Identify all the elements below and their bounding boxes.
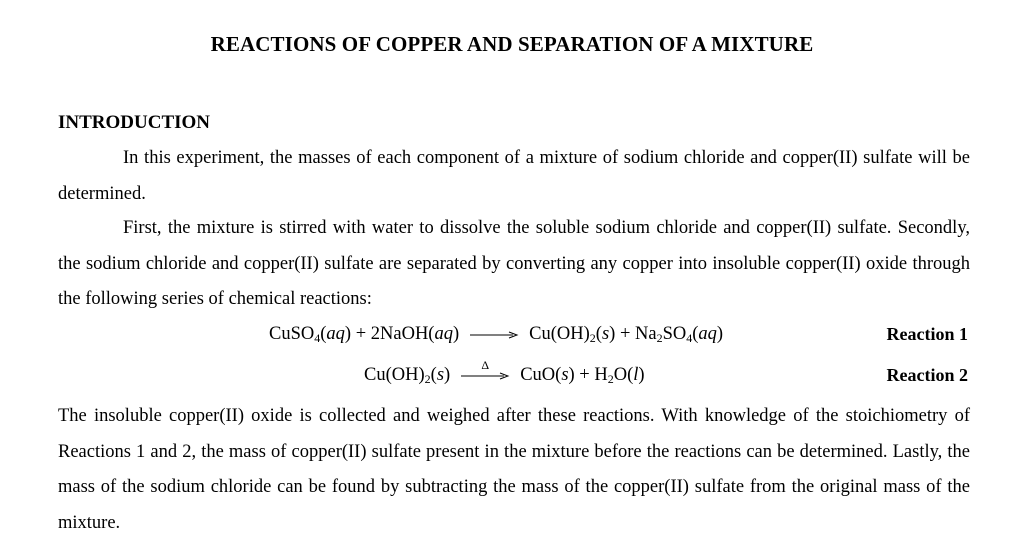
reaction-2-equation bbox=[364, 357, 645, 386]
reaction-2-reactants: $Cu(OH)_2(s)$ bbox=[364, 365, 451, 386]
paragraph-2: First, the mixture is stirred with water to dissolve the soluble sodium chloride and copper(II) sulfate. Secondly, the sodium chloride and copper(II) sulfate are separated by converting any copper into insoluble copper(II) oxide through the following series of chemical reactions: bbox=[58, 218, 970, 309]
reaction-1-products: $Cu(OH)_2(s) + Na_2SO_4(aq)$ bbox=[529, 324, 724, 345]
reaction-arrow bbox=[469, 330, 519, 340]
reaction-2-products: $CuO(s) + H_2O(l)$ bbox=[520, 365, 645, 386]
paragraph-3: The insoluble copper(II) oxide is collected and weighed after these reactions. With knowledge of the stoichiometry of Reactions 1 and 2, the mass of copper(II) sulfate present in the mixture before the reactions can be determined. Lastly, the mass of the sodium chloride can be found by subtracting the mass of the copper(II) sulfate from the original mass of the mixture. bbox=[58, 406, 970, 533]
reaction-1-row bbox=[58, 324, 970, 354]
reaction-1-label: Reaction 1 bbox=[886, 324, 968, 344]
reaction-1-reactants: CuSO$_4$(aq) + 2NaOH(aq) bbox=[269, 324, 460, 345]
reaction-2-row bbox=[58, 357, 970, 395]
section-heading: INTRODUCTION bbox=[58, 112, 211, 133]
reaction-1-equation bbox=[269, 324, 723, 345]
paragraph-1: In this experiment, the masses of each component of a mixture of sodium chloride and copper(II) sulfate will be determined. bbox=[58, 148, 970, 204]
page-title: REACTIONS OF COPPER AND SEPARATION OF A MIXTURE bbox=[210, 32, 814, 56]
reaction-2-label: Reaction 2 bbox=[886, 365, 968, 385]
reaction-arrow-heat bbox=[460, 357, 510, 381]
reaction-2-arrow-label: Δ bbox=[481, 357, 490, 372]
